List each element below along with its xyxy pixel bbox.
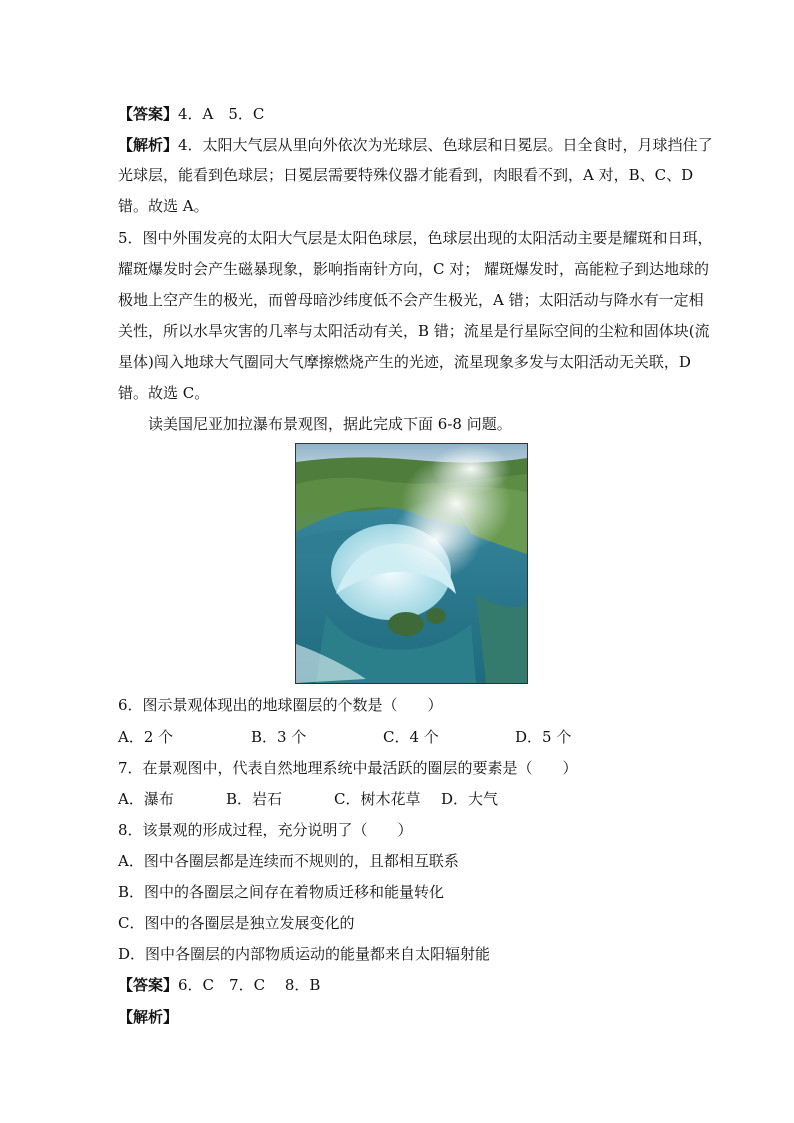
q6-option-b: B．3 个 (251, 728, 307, 746)
q7-option-a: A．瀑布 (118, 790, 174, 808)
analysis-tag: 【解析】 (118, 1008, 179, 1026)
q7-option-c: C．树木花草 (334, 790, 421, 808)
q5-line-1: 5．图中外围发亮的太阳大气层是太阳色球层，色球层出现的太阳活动主要是耀斑和日珥， (118, 229, 713, 247)
q6-option-a: A．2 个 (118, 728, 174, 746)
q8-option-c: C．图中的各圈层是独立发展变化的 (118, 914, 355, 932)
q7-option-b: B．岩石 (226, 790, 283, 808)
q6-option-d: D．5 个 (515, 728, 572, 746)
q8-stem: 8．该景观的形成过程，充分说明了（ ） (118, 821, 413, 839)
intro-text: 读美国尼亚加拉瀑布景观图，据此完成下面 6-8 问题。 (148, 415, 512, 433)
q5-line-2: 耀斑爆发时会产生磁暴现象，影响指南针方向，C 对； 耀斑爆发时，高能粒子到达地球的 (118, 260, 710, 278)
analysis-line-3: 错。故选 A。 (118, 197, 209, 215)
answer-text: 6．C 7．C 8．B (178, 976, 321, 994)
answer-line-1 (118, 104, 264, 124)
q5-line-5: 星体)闯入地球大气圈同大气摩擦燃烧产生的光迹，流星现象多发与太阳活动无关联，D (118, 353, 691, 371)
q8-option-a: A．图中各圈层都是连续而不规则的，且都相互联系 (118, 852, 459, 870)
q8-option-b: B．图中的各圈层之间存在着物质迁移和能量转化 (118, 883, 445, 901)
answer-tag: 【答案】 (118, 105, 179, 123)
q6-stem: 6．图示景观体现出的地球圈层的个数是（ ） (118, 696, 443, 714)
analysis-line-1 (118, 135, 713, 155)
analysis-tag: 【解析】 (118, 136, 179, 154)
answer-line-2 (118, 975, 320, 995)
analysis-line-2: 光球层，能看到色球层；日冕层需要特殊仪器才能看到，肉眼看不到，A 对，B、C、D (118, 166, 694, 184)
answer-tag: 【答案】 (118, 976, 179, 994)
q5-line-4: 关性，所以水旱灾害的几率与太阳活动有关，B 错；流星是行星际空间的尘粒和固体块(流 (118, 322, 710, 340)
q6-option-c: C．4 个 (383, 728, 439, 746)
analysis-text: 4．太阳大气层从里向外依次为光球层、色球层和日冕层。日全食时，月球挡住了 (178, 136, 713, 154)
answer-text: 4．A 5．C (178, 105, 265, 123)
q5-line-6: 错。故选 C。 (118, 384, 210, 402)
q7-option-d: D．大气 (441, 790, 499, 808)
q5-line-3: 极地上空产生的极光，而曾母暗沙纬度低不会产生极光，A 错；太阳活动与降水有一定相 (118, 291, 704, 309)
q8-option-d: D．图中各圈层的内部物质运动的能量都来自太阳辐射能 (118, 945, 491, 963)
q7-stem: 7．在景观图中，代表自然地理系统中最活跃的圈层的要素是（ ） (118, 759, 578, 777)
niagara-falls-photo (295, 443, 528, 684)
analysis-line-final (118, 1007, 178, 1027)
